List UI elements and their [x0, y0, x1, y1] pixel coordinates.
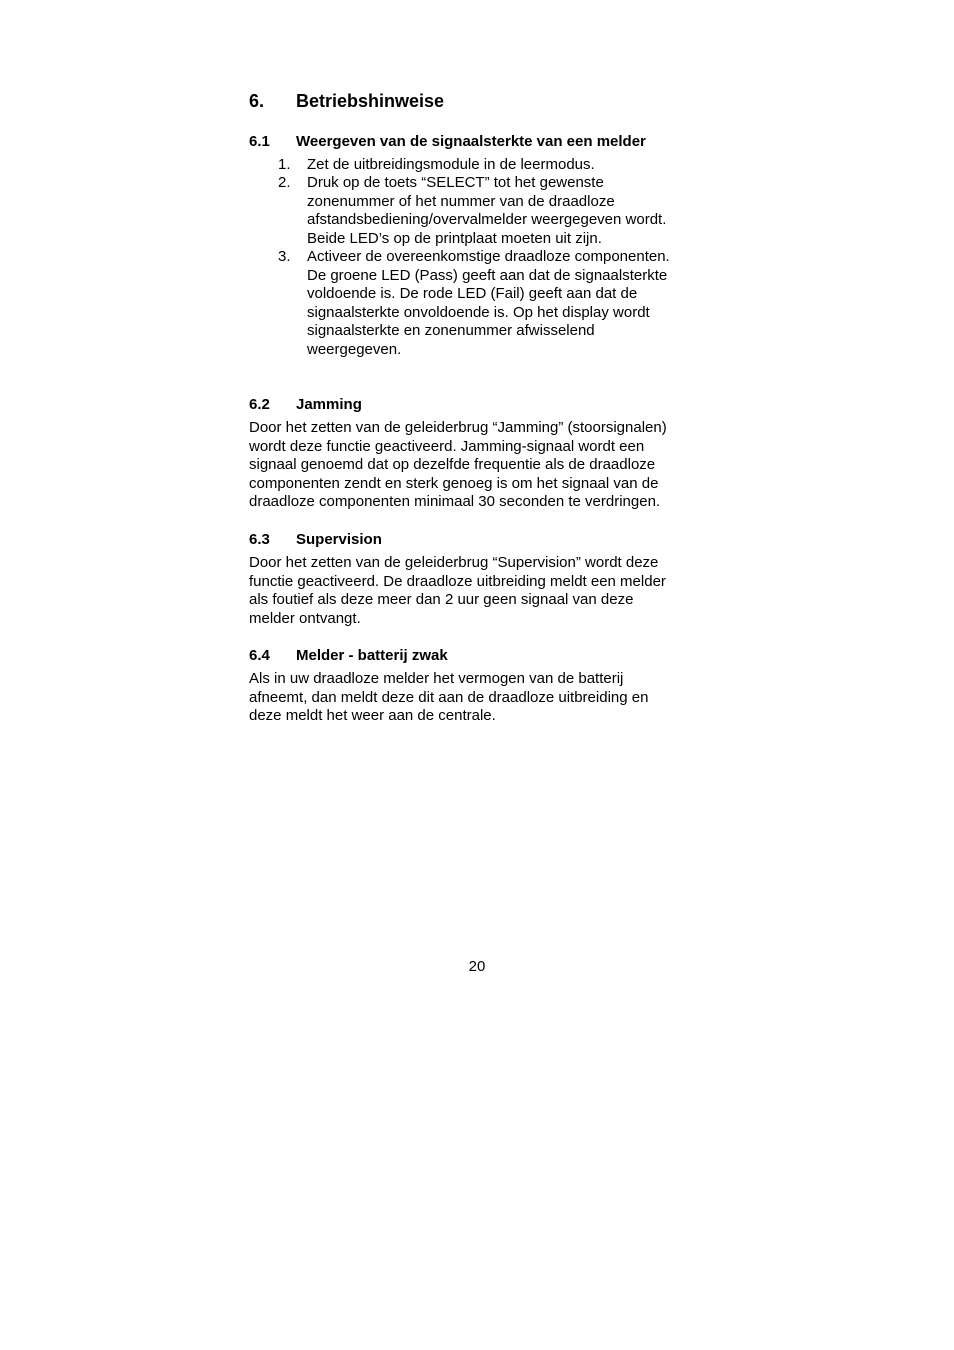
paragraph: [249, 554, 709, 628]
paragraph-line: wordt deze functie geactiveerd. Jamming-signaal wordt een: [249, 437, 645, 455]
paragraph-line: functie geactiveerd. De draadloze uitbreiding meldt een melder: [249, 572, 666, 590]
subsection-title: Weergeven van de signaalsterkte van een melder: [296, 133, 646, 150]
subsection-number: 6.2: [249, 396, 270, 413]
list-item: [307, 174, 707, 248]
list-item-line: Activeer de overeenkomstige draadloze componenten.: [307, 248, 670, 265]
list-item-line: signaalsterkte en zonenummer afwisselend: [307, 322, 595, 339]
paragraph-line: melder ontvangt.: [249, 609, 361, 627]
list-item-line: signaalsterkte onvoldoende is. Op het display wordt: [307, 303, 650, 321]
page-number: 20: [468, 958, 486, 975]
subsection-number: 6.3: [249, 531, 270, 548]
paragraph-line: afneemt, dan meldt deze dit aan de draadloze uitbreiding en: [249, 688, 649, 706]
paragraph-line: Door het zetten van de geleiderbrug “Supervision” wordt deze: [249, 554, 659, 571]
list-item-number: 3.: [278, 248, 291, 265]
list-item-line: afstandsbediening/overvalmelder weergegeven wordt.: [307, 211, 667, 228]
list-item-number: 2.: [278, 174, 291, 191]
list-item-line: Zet de uitbreidingsmodule in de leermodus.: [307, 156, 595, 173]
section-title: Betriebshinweise: [296, 91, 445, 111]
paragraph-line: signaal genoemd dat op dezelfde frequentie als de draadloze: [249, 456, 656, 473]
paragraph-line: deze meldt het weer aan de centrale.: [249, 707, 496, 724]
list-item-line: Druk op de toets “SELECT” tot het gewenste: [307, 174, 604, 191]
list-item: [307, 248, 707, 359]
subsection-title: Melder - batterij zwak: [296, 647, 448, 664]
subsection-number: 6.4: [249, 647, 270, 664]
paragraph-line: draadloze componenten minimaal 30 seconden te verdringen.: [249, 493, 661, 510]
paragraph-line: Als in uw draadloze melder het vermogen van de batterij: [249, 670, 624, 687]
list-item: [307, 156, 707, 175]
paragraph-line: als foutief als deze meer dan 2 uur geen signaal van deze: [249, 591, 634, 608]
paragraph-line: componenten zendt en sterk genoeg is om het signaal van de: [249, 474, 659, 492]
paragraph-line: Door het zetten van de geleiderbrug “Jamming” (stoorsignalen): [249, 419, 667, 436]
list-item-number: 1.: [278, 156, 291, 173]
subsection-title: Jamming: [296, 396, 362, 413]
subsection-number: 6.1: [249, 133, 270, 150]
paragraph: [249, 670, 709, 726]
list-item-line: zonenummer of het nummer van de draadloze: [307, 192, 615, 210]
paragraph: [249, 419, 709, 512]
section-number: 6.: [249, 91, 265, 111]
list-item-line: Beide LED’s op de printplaat moeten uit zijn.: [307, 229, 602, 247]
list-item-line: weergegeven.: [307, 340, 402, 358]
subsection-title: Supervision: [296, 531, 382, 548]
list-item-line: De groene LED (Pass) geeft aan dat de signaalsterkte: [307, 266, 668, 284]
list-item-line: voldoende is. De rode LED (Fail) geeft aan dat de: [307, 285, 638, 302]
